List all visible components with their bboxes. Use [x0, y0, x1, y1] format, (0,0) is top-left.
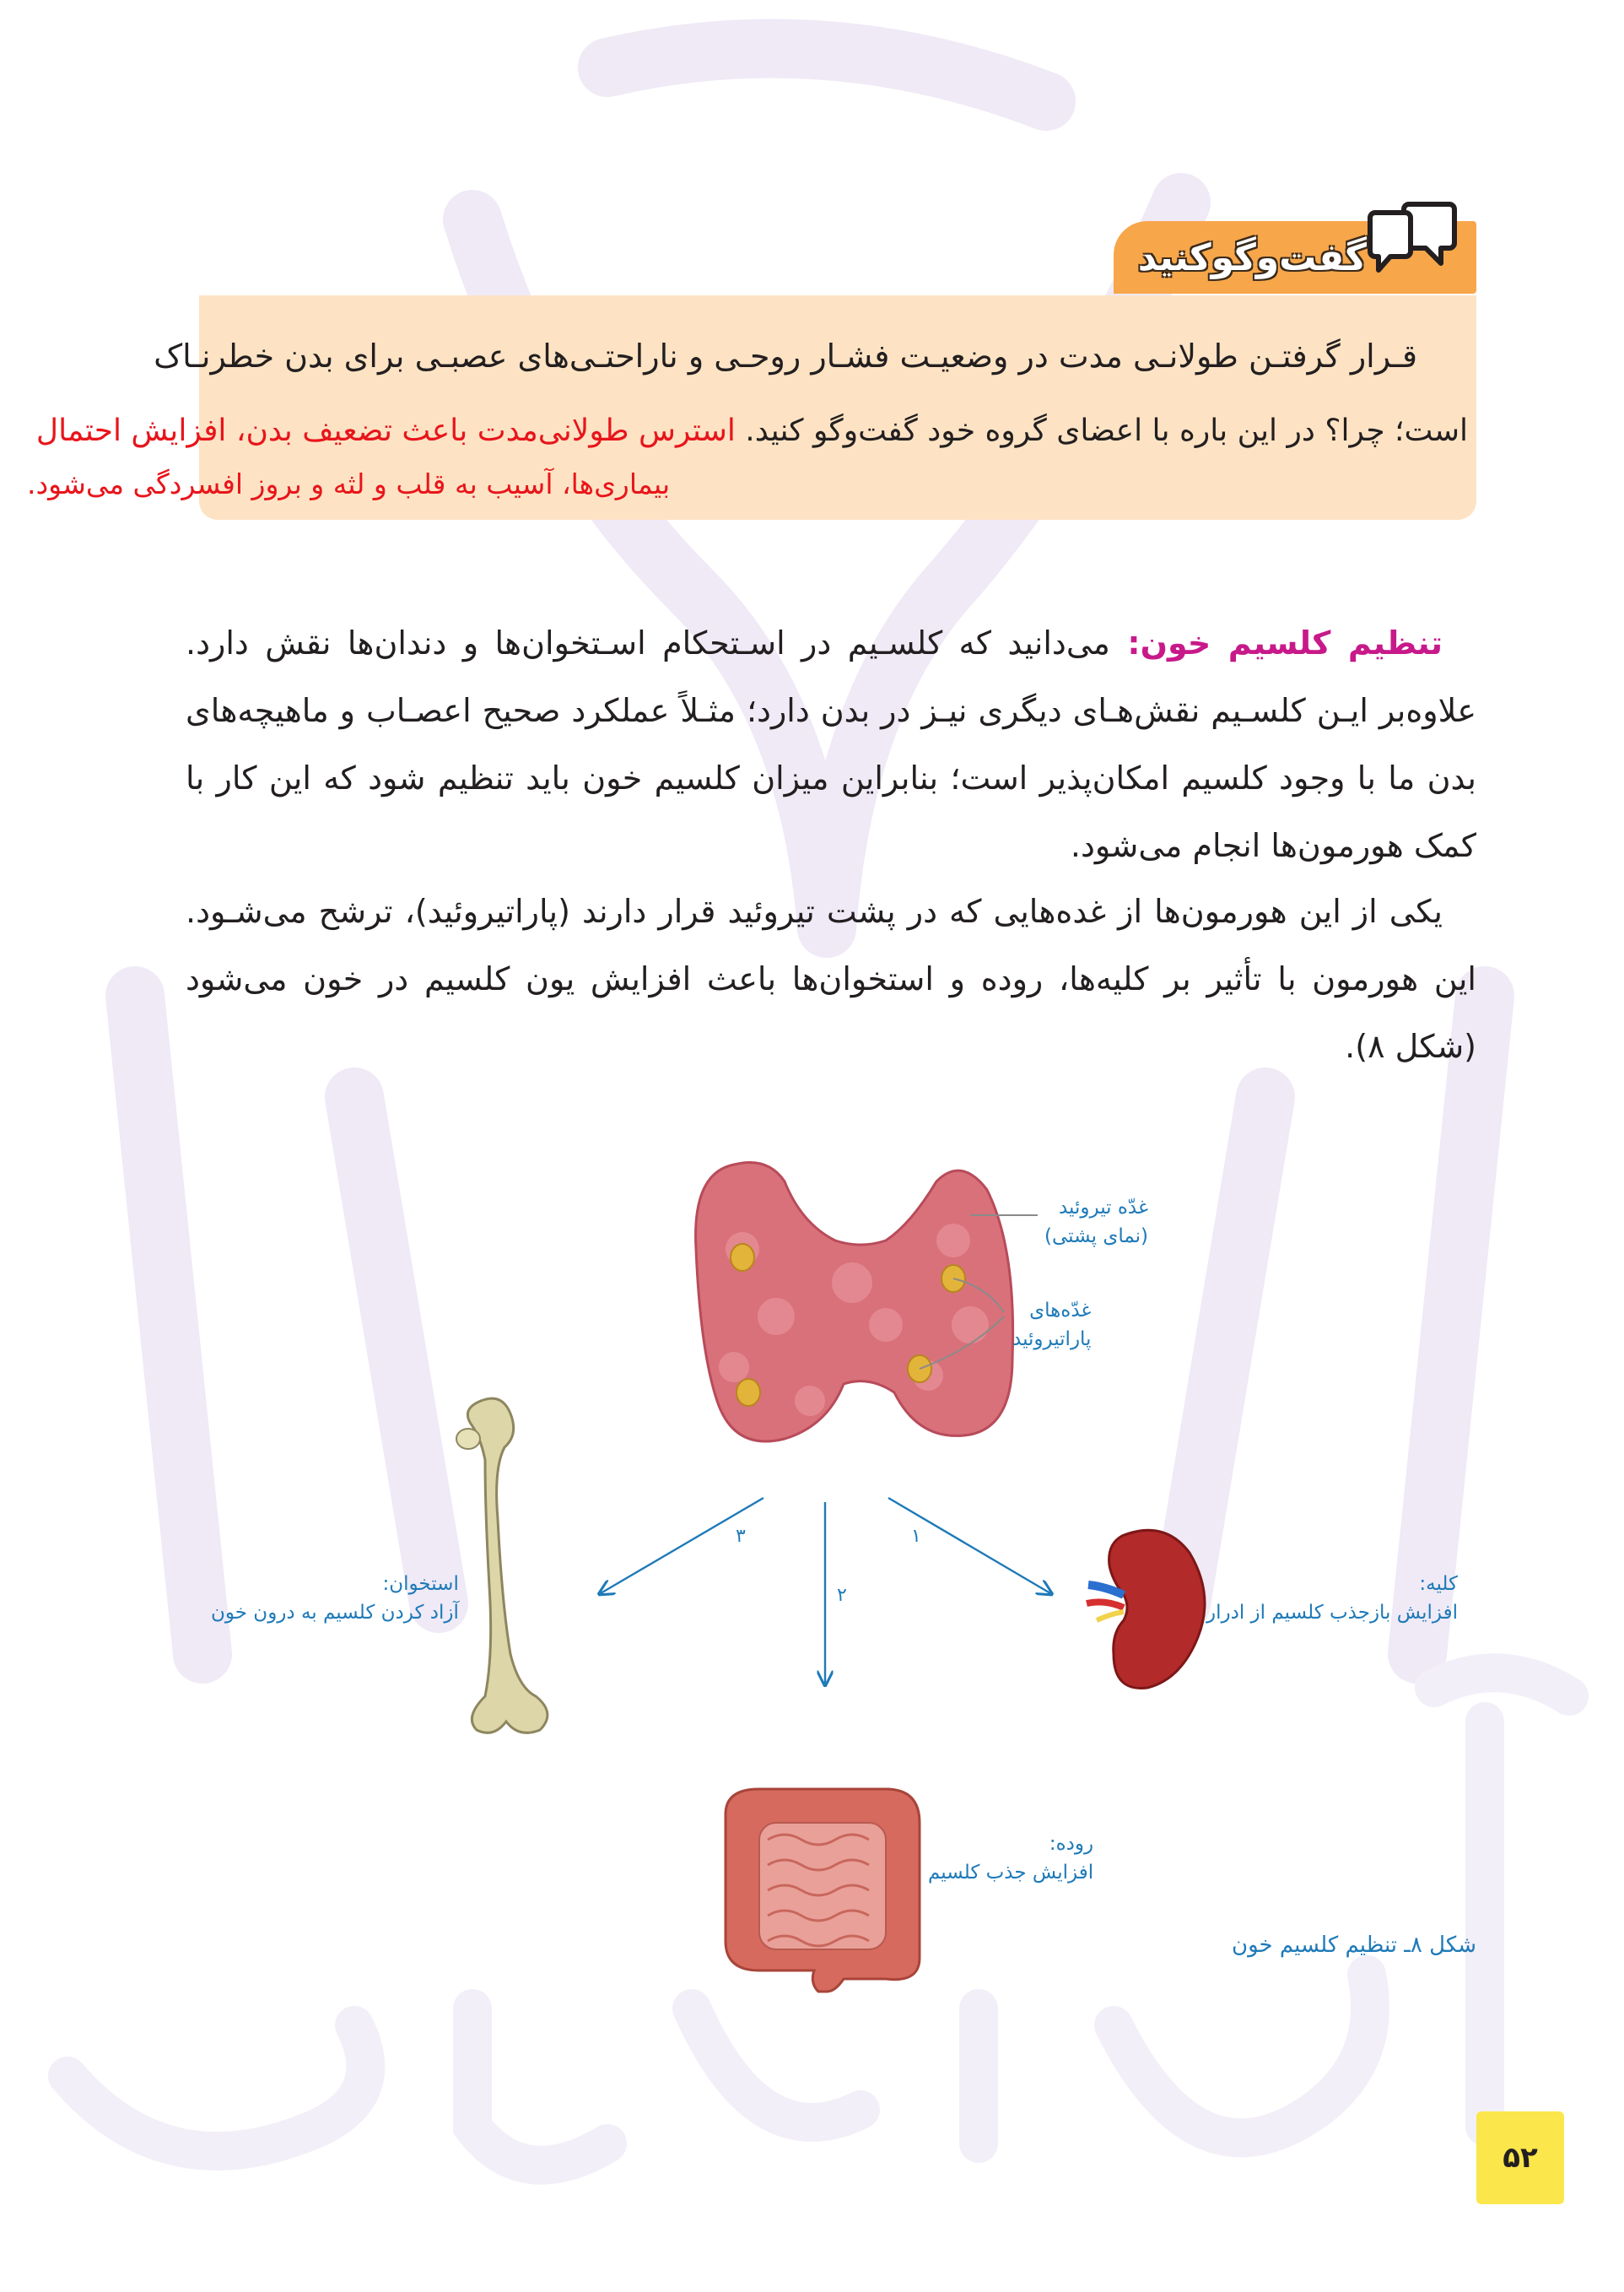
- intestine-label-title: روده:: [1049, 1833, 1094, 1855]
- page-number-badge: [1476, 2111, 1564, 2204]
- intestine-label-desc: افزایش جذب کلسیم: [928, 1862, 1094, 1884]
- intestine-illustration: [726, 1789, 920, 1992]
- intestine-label: [928, 1830, 1093, 1887]
- arrow-1-number: ١: [911, 1526, 921, 1547]
- thyroid-label: [1044, 1193, 1148, 1251]
- thyroid-label-line2: (نمای پشتی): [1044, 1225, 1148, 1247]
- watermark-text: آسان درس: [772, 2154, 812, 2163]
- discuss-question-text: است؛ چرا؟ در این باره با اعضای گروه خود گفت‌وگو کنید.: [735, 414, 1468, 448]
- arrow-2-number: ٢: [837, 1585, 847, 1606]
- thyroid-illustration: [696, 1163, 1038, 1442]
- handwritten-answer-line2: بیماری‌ها، آسیب به قلب و لثه و بروز افسردگی می‌شود.: [27, 468, 671, 500]
- kidney-label: [1206, 1570, 1458, 1627]
- bone-label-title: استخوان:: [382, 1573, 459, 1595]
- parathyroid-label-line2: پاراتیروئید: [1012, 1328, 1092, 1350]
- bone-illustration: [456, 1398, 548, 1733]
- discuss-question-line2: [36, 414, 1468, 448]
- kidney-label-desc: افزایش بازجذب کلسیم از ادرار: [1206, 1602, 1458, 1624]
- paragraph-parathyroid: یکی از این هورمون‌ها از غده‌هایی که در پشت تیروئید قرار دارند (پاراتیروئید)، ترشح می‌شـود. این هورمون با تأثیر بر کلیه‌ها، روده و استخوان‌ها باعث افزایش یون کلسیم در خون می‌شود (شکل ٨).: [186, 893, 1476, 1065]
- discuss-question-line1: قـرار گرفتـن طولانـی مدت در وضعیـت فشـار روحـی و ناراحتـی‌های عصبـی برای بدن خطرنـاک: [154, 338, 1417, 375]
- figure-calcium-regulation: [0, 1148, 1624, 2008]
- figure-caption: شکل ٨ـ تنظیم کلسیم خون: [1232, 1933, 1476, 1958]
- kidney-illustration: [1087, 1530, 1205, 1688]
- paragraph-blood-calcium: [186, 609, 1476, 879]
- parathyroid-label-line1: غدّه‌های: [1029, 1300, 1092, 1322]
- thyroid-label-line1: غدّه تیروئید: [1058, 1197, 1148, 1219]
- parathyroid-label: [1012, 1296, 1091, 1354]
- handwritten-answer-inline: استرس طولانی‌مدت باعث تضعیف بدن، افزایش احتمال: [35, 414, 736, 448]
- kidney-label-title: کلیه:: [1419, 1573, 1458, 1595]
- paragraph-lead-title: تنظیم کلسیم خون:: [1109, 624, 1443, 662]
- bone-label: [211, 1570, 459, 1627]
- discuss-title: گفت‌وگوکنید: [1137, 236, 1367, 279]
- paragraph-1-text: می‌دانید که کلسـیم در اسـتحکام اسـتخوان‌ها و دندان‌ها نقش دارد. علاوه‌بر ایـن کلسـیم نقش‌هـای دیگری نیـز در بدن دارد؛ مثـلاً عملکرد صحیح اعصـاب و ماهیچه‌های بدن ما با وجود کلسیم امکان‌پذیر است؛ بنابراین میزان کلسیم خون باید تنظیم شود که این کار با کمک هورمون‌ها انجام می‌شود.: [186, 624, 1476, 864]
- discuss-header: [1114, 221, 1476, 294]
- bone-label-desc: آزاد کردن کلسیم به درون خون: [211, 1602, 459, 1624]
- page-number: ۵۲: [1503, 2141, 1538, 2175]
- arrow-3-number: ٣: [736, 1526, 746, 1547]
- speech-bubbles-icon: [1367, 197, 1458, 280]
